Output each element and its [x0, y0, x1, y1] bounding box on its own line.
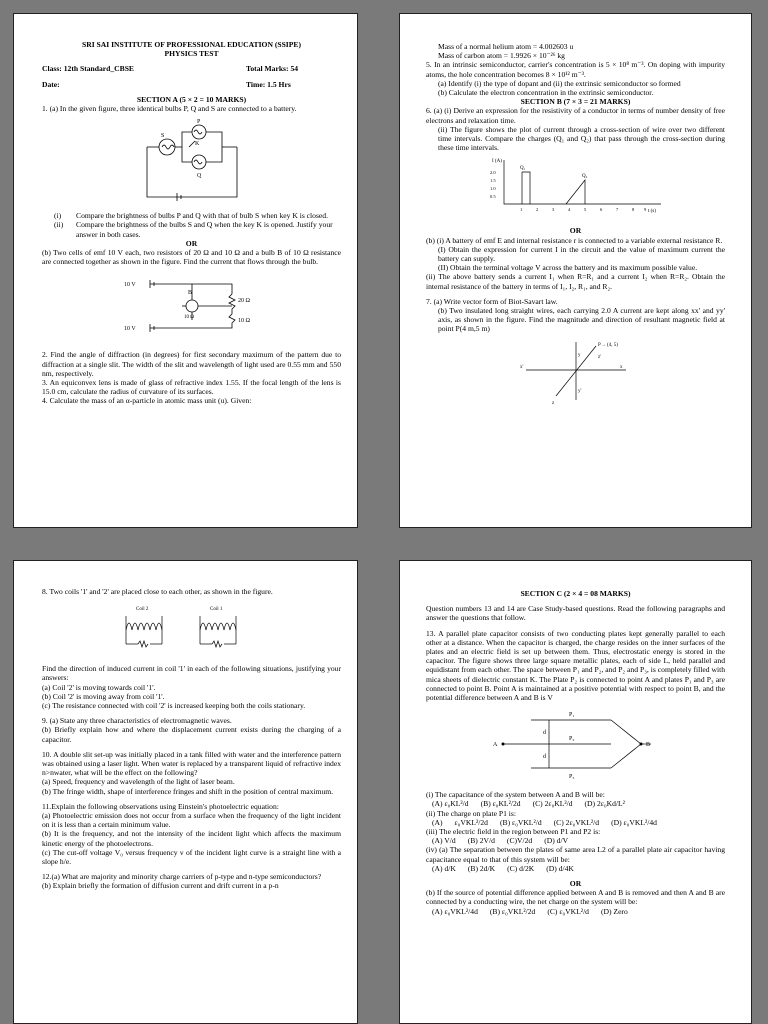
question-1b: (b) Two cells of emf 10 V each, two resistors of 20 Ω and 10 Ω and a bulb B of 10 Ω resistance are connected together as shown in the figure. Find the current that flows through the bulb.: [42, 248, 341, 267]
option: ε₀VKL²/2d: [454, 817, 488, 827]
option: (C) 2ε₀VKL²/d: [553, 817, 600, 827]
question-8-prompt: Find the direction of induced current in coil '1' in each of the following situations, justifying your answers:: [42, 664, 341, 683]
plate-p2-label: P₂: [568, 736, 574, 743]
section-b-heading: SECTION B (7 × 3 = 21 MARKS): [520, 97, 631, 107]
question-6b: (b) (i) A battery of emf E and internal resistance r is connected to a variable external resistance R.: [426, 235, 723, 245]
page-4: [399, 560, 752, 1024]
question-5: 5. In an intrinsic semiconductor, carrier's concentration is 5 × 10⁸ m⁻³. On doping with impurity atoms, the hole concentration becomes 8 × 10¹² m⁻³.: [426, 60, 725, 79]
section-c-heading: SECTION C (2 × 4 = 08 MARKS): [520, 589, 631, 598]
question-10b: (b) The fringe width, shape of interference fringes and shift in the position of central maximum.: [42, 786, 334, 796]
q1-part-ii-number: (ii): [54, 220, 64, 230]
option: (D) ε₀VKL²/4d: [611, 817, 657, 827]
question-5b: (b) Calculate the electron concentration in the extrinsic semiconductor.: [438, 88, 654, 98]
page-2: [399, 13, 752, 528]
option: (A) ε₀KL²/d: [432, 799, 469, 809]
or-divider: OR: [569, 226, 582, 236]
graph-q1-label: Q₁: [519, 166, 525, 172]
option: (B) ε₀VKL²/2d: [489, 906, 536, 916]
option: (D) d/V: [544, 836, 569, 846]
bulb-p-label: P: [196, 119, 200, 126]
question-11: 11.Explain the following observations using Einstein's photoelectric equation:: [42, 801, 279, 811]
bulb-s-label: S: [160, 133, 164, 140]
question-9b: (b) Briefly explain how and where the displacement current exists during the charging of a capacitor.: [42, 725, 341, 744]
sub-question-iv: (iv) (a) The separation between the plates of same area L2 of a parallel plate air capacitor having capacitance equal to that of this system will be:: [426, 845, 725, 864]
test-title: PHYSICS TEST: [164, 49, 219, 59]
sub-question-iii: (iii) The electric field in the region between P1 and P2 is:: [426, 827, 601, 837]
cell-2-label: 10 V: [123, 326, 136, 333]
gap-d2-label: d: [542, 754, 546, 761]
page-1: [13, 13, 358, 528]
x-tick: 2: [535, 207, 538, 213]
carbon-mass: Mass of carbon atom = 1.9926 × 10⁻²⁶ kg: [438, 51, 565, 61]
option: (A) V/d: [432, 836, 456, 846]
point-b: [639, 743, 642, 746]
graph-q2-label: Q₂: [581, 174, 587, 180]
question-11a: (a) Photoelectric emission does not occur from a surface when the frequency of the light incident on it is less than a certain minimum value.: [42, 811, 341, 830]
date-label: Date:: [42, 79, 60, 89]
option: (B) 2d/K: [467, 863, 496, 873]
coil-1-label: Coil 1: [209, 607, 222, 613]
graph-y-label: I (A): [491, 159, 502, 165]
page-3: [13, 560, 358, 1024]
class-label: Class: 12th Standard_CBSE: [42, 64, 134, 74]
capacitor-plates-figure: [491, 706, 661, 786]
or-divider: OR: [569, 879, 582, 889]
y-tick: 0.5: [489, 194, 496, 200]
bulb-b-label: B: [187, 290, 192, 297]
question-6b-II: (II) Obtain the terminal voltage V across the battery and its maximum possible value.: [438, 263, 698, 273]
cell-resistor-circuit-figure: [122, 270, 262, 340]
option: (A): [432, 817, 443, 827]
question-1: 1. (a) In the given figure, three identical bulbs P, Q and S are connected to a battery.: [42, 104, 297, 114]
option: (B) ε₀KL²/2d: [480, 799, 521, 809]
q1-part-ii: Compare the brightness of the bulbs S and Q when the key K is opened. Justify your answer in both cases.: [76, 220, 333, 239]
point-p-label: P→ (4, 5): [597, 342, 618, 348]
option: (D) Zero: [600, 906, 628, 916]
y-tick: 1.5: [489, 178, 496, 184]
option: (A) d/K: [432, 863, 456, 873]
question-7b: (b) Two insulated long straight wires, each carrying 2.0 A current are kept along xx' and yy' axis, as shown in the figure. Find the magnitude and direction of resultant magnetic field at point P(4 m,5 m): [438, 306, 725, 334]
point-a: [501, 743, 504, 746]
point-b-label: B: [645, 742, 650, 749]
or-divider: OR: [185, 238, 198, 248]
question-11c: (c) The cut-off voltage V₀ versus frequency ν of the incident light curve is a straight line with a slope h/e.: [42, 847, 341, 867]
axis-y-label: y: [577, 352, 580, 358]
graph-x-label: t (s): [647, 209, 656, 215]
question-3: 3. An equiconvex lens is made of glass of refractive index 1.55. If the focal length of the lens is 15.0 cm, calculate the radius of curvature of its surfaces.: [42, 378, 341, 397]
question-10a: (a) Speed, frequency and wavelength of the light of laser beam.: [42, 777, 235, 787]
x-tick: 8: [631, 207, 634, 213]
question-8b: (b) Coil '2' is moving away from coil '1'.: [42, 691, 165, 701]
key-k-label: K: [194, 141, 199, 148]
axis-xprime-label: x': [519, 364, 523, 370]
sub-question-ii: (ii) The charge on plate P1 is:: [426, 808, 516, 818]
question-6b-ii: (ii) The above battery sends a current I₁ when R=R₁ and a current I₂ when R=R₂. Obtain the internal resistance of the battery in terms of I₁, I₂, R₁, and R₂.: [426, 272, 725, 291]
option: (C) 2ε₀KL²/d: [532, 799, 573, 809]
resistor-20-label: 20 Ω: [237, 298, 250, 305]
case-study-intro: Question numbers 13 and 14 are Case Study-based questions. Read the following paragraphs and answer the questions that follow.: [426, 604, 725, 623]
total-marks: Total Marks: 54: [246, 64, 299, 74]
q1-part-i: Compare the brightness of bulbs P and Q with that of bulb S when key K is closed.: [76, 211, 328, 221]
question-5a: (a) Identify (i) the type of dopant and (ii) the extrinsic semiconductor so formed: [438, 78, 681, 88]
y-tick: 1.0: [489, 186, 496, 192]
section-a-heading: SECTION A (5 × 2 = 10 MARKS): [136, 94, 247, 104]
axis-z-label: z: [551, 400, 554, 406]
question-7a: 7. (a) Write vector form of Biot-Savart law.: [426, 296, 558, 306]
option: (A) ε₀VKL²/4d: [432, 906, 478, 916]
option: (D) d/4K: [546, 863, 574, 873]
bulb-circuit-figure: [137, 117, 247, 207]
plate-p1-label: P₁: [568, 712, 574, 719]
option: (B) 2V/d: [467, 836, 495, 846]
question-6a: 6. (a) (i) Derive an expression for the resistivity of a conductor in terms of number density of free electrons and relaxation time.: [426, 106, 725, 125]
option: (C) ε₀VKL²/d: [547, 906, 589, 916]
x-tick: 5: [583, 207, 586, 213]
bulb-q-label: Q: [196, 173, 201, 180]
question-11b: (b) It is the frequency, and not the intensity of the incident light which affects the maximum kinetic energy of the photoelectrons.: [42, 829, 341, 848]
x-tick: 3: [551, 207, 554, 213]
question-8c: (c) The resistance connected with coil '2' is increased keeping both the coils stationary.: [42, 701, 306, 711]
option: (C) d/2K: [507, 863, 535, 873]
q1-part-i-number: (i): [54, 211, 62, 221]
institute-title: SRI SAI INSTITUTE OF PROFESSIONAL EDUCATION (SSIPE): [81, 40, 301, 49]
question-12a: 12.(a) What are majority and minority charge carriers of p-type and n-type semiconductors?: [42, 872, 322, 882]
y-tick: 2.0: [489, 170, 496, 176]
cell-1-label: 10 V: [123, 282, 136, 289]
axis-zprime-label: z': [597, 354, 601, 360]
coils-figure: [112, 600, 272, 660]
option: (C)V/2d: [506, 836, 533, 846]
coil-2-label: Coil 2: [135, 607, 148, 613]
option: (D) 2ε₀Kd/L²: [584, 799, 625, 809]
helium-mass: Mass of a normal helium atom = 4.002603 u: [438, 42, 574, 51]
x-tick: 7: [615, 207, 618, 213]
sub-question-i: (i) The capacitance of the system between A and B will be:: [426, 790, 605, 800]
question-2: 2. Find the angle of diffraction (in degrees) for first secondary maximum of the pattern due to diffraction at a single slit. The width of the slit and wavelength of light used are 0.55 mm and 550 nm, respectively.: [42, 350, 341, 378]
x-tick: 1: [519, 207, 522, 213]
axis-yprime-label: y': [577, 388, 581, 394]
point-a-label: A: [492, 742, 497, 749]
question-8: 8. Two coils '1' and '2' are placed close to each other, as shown in the figure.: [42, 587, 273, 596]
bulb-resistance-label: 10 Ω: [183, 315, 194, 321]
question-8a: (a) Coil '2' is moving towards coil '1'.: [42, 682, 156, 692]
x-tick: 9: [643, 207, 646, 213]
question-12b: (b) Explain briefly the formation of diffusion current and drift current in a p-n: [42, 881, 279, 891]
question-13: 13. A parallel plate capacitor consists of two conducting plates kept generally parallel to each other at a distance. When the capacitor is charged, the charge resides on the inner surfaces of the plates and an electric field is set up between them. Thus, electrostatic energy is stored in the capacitor. The figure shows three large square metallic plates, each of side L, held parallel and equidistant from each other. The space between P₁ and P₂, and P₂ and P₃, is completely filled with mica sheets of dielectric constant K. The Plate P₂ is connected to point A and plates P₁ and P₃ are connected to point B. Point A is maintained at a positive potential with respect to point B, and the potential difference between A and B is V: [426, 628, 725, 703]
sub-question-b: (b) If the source of potential difference applied between A and B is removed and then A and B are connected by a conducting wire, the net charge on the system will be:: [426, 888, 725, 907]
question-4: 4. Calculate the mass of an α-particle in atomic mass unit (u). Given:: [42, 396, 252, 406]
axes-figure: [516, 338, 636, 408]
time-label: Time: 1.5 Hrs: [246, 79, 291, 89]
question-10: 10. A double slit set-up was initially placed in a tank filled with water and the interference pattern was obtained using a laser light. When water is replaced by a transparent liquid of refractive index n>nwater, what will be the effect on the following?: [42, 749, 341, 778]
current-time-graph: [486, 156, 666, 216]
question-6a-ii: (ii) The figure shows the plot of current through a cross-section of wire over two different time intervals. Compare the charges (Q₁ and Q₂) that pass through the cross-section during these time intervals.: [438, 124, 725, 153]
x-tick: 6: [599, 207, 602, 213]
question-9a: 9. (a) State any three characteristics of electromagnetic waves.: [42, 716, 232, 726]
plate-p3-label: P₃: [568, 774, 574, 781]
option: (B) ε₀VKL²/d: [499, 817, 542, 827]
gap-d1-label: d: [542, 730, 546, 737]
axis-x-label: x: [619, 364, 622, 370]
resistor-10-label: 10 Ω: [237, 318, 250, 325]
question-6b-I: (I) Obtain the expression for current I in the circuit and the value of maximum current the battery can supply.: [438, 244, 725, 264]
x-tick: 4: [567, 207, 570, 213]
